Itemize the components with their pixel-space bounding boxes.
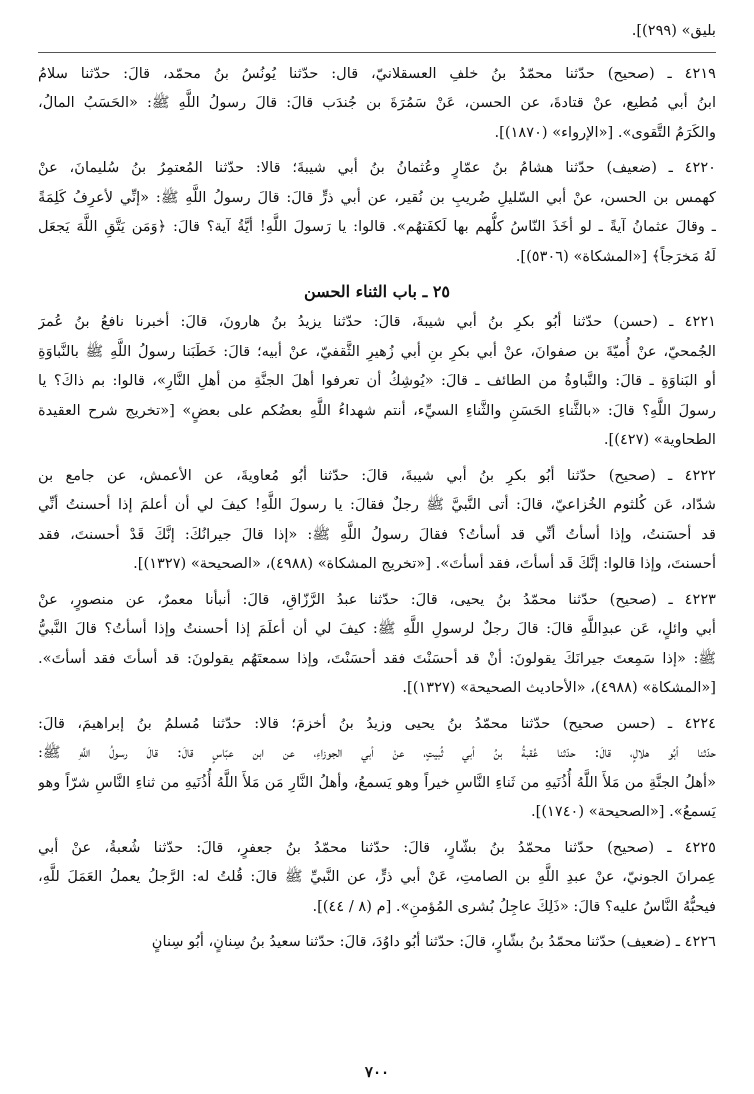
hadith-paragraph	[38, 461, 716, 579]
text-line: أو البَناوَةِ ـ قالَ: والنَّباوةُ من الطائف ـ قالَ: «يُوشِكُ أن تعرفوا أهلَ الجنَّةِ من أهلِ النَّارِ»، قالوا: بم ذاكَ؟ يا	[38, 372, 716, 389]
hadith-section-one	[38, 59, 716, 272]
text-line: حدّثنا أبُو هلالٍ، قالَ: حدّثنا عُقبةُ بنُ أبي ثُبيتٍ، عنْ أبي الجوزاءِ، عن ابن عبّاسٍ قالَ: قالَ رسولُ اللَّهِ ﷺ:	[38, 744, 716, 761]
text-line: «أهلُ الجنَّةِ من مَلأَ اللَّهُ أُذُنَيهِ من ثَناءِ النَّاسِ خيراً وهو يَسمعُ، وأهلُ النَّارِ مَن مَلأَ اللَّهُ أُذُنَيهِ من ثناءِ النَّاسِ شرّاً وهو	[38, 773, 716, 791]
text-line: ٤٢٢١ ـ (حسن) حدّثنا أبُو بكرِ بنُ أبي شيبةَ، قالَ: حدّثنا يزيدُ بنُ هارونَ، قالَ: أخبرنا نافعُ بنُ عُمرَ	[38, 313, 716, 330]
text-line: الجُمحيّ، عنْ أُميّةَ بن صفوانَ، عنْ أبي بكرِ بنِ أبي زُهيرِ الثَّقفيّ، عنْ أبيه؛ قالَ: خَطَبَنا رسولُ اللَّهِ ﷺ بالنَّباوَةِ	[38, 342, 716, 360]
carryover-line: بليق» (٢٩٩)].	[631, 22, 716, 39]
text-line: عِمرانَ الجونيّ، عنْ عبدِ اللَّهِ بن الصامتِ، عَنْ أبي ذرٍّ، عن النَّبيِّ ﷺ قالَ: قُلتُ له: الرَّجلُ يعملُ العَمَلَ للَّهِ،	[38, 868, 716, 885]
text-line: أحسنتَ، وإذا قالوا: إنَّكَ قَد أسأتَ، فقد أسأتَ». [«تخريج المشكاة» (٤٩٨٨)، «الصحيحة» (١٣٢٧)].	[133, 555, 716, 572]
page-number: ٧٠٠	[364, 1063, 390, 1081]
text-line: ٤٢٢٣ ـ (صحيح) حدّثنا محمّدُ بنُ يحيى، قالَ: حدّثنا عبدُ الرَّزّاقِ، قالَ: أنبأنا معمرٌ، عن منصورٍ، عنْ	[38, 590, 716, 608]
text-line: شدّاد، عَن كُلثوم الخُزاعيّ، قالَ: أتى النَّبيَّ ﷺ رجلٌ فقالَ: يا رسولَ اللَّهِ! كيفَ لي أن أعلمَ إذا أحسنتُ أنِّي	[38, 496, 716, 513]
text-line: ٤٢٢٢ ـ (صحيح) حدّثنا أبُو بكرِ بنُ أبي شيبةَ، قالَ: حدّثنا أبُو مُعاويةَ، عن الأعمش، عن جامع بن	[38, 466, 716, 484]
text-line: فيحبُّهُ النَّاسُ عليه؟ قالَ: «ذَلِكَ عاجِلُ بُشرى المُؤمنِ». [م (٨ / ٤٤)].	[312, 897, 716, 915]
text-line: ـ وقالَ عثمانُ آيةً ـ لو أخَذَ النّاسُ كلُّهم بها لَكفَتهُم». قالوا: يا رَسولَ اللَّهِ! أيَّةُ آية؟ قالَ: ﴿وَمَن يَتَّقِ اللَّهَ يَجعَل	[38, 218, 716, 235]
text-line: يَسمعُ». [«الصحيحة» (١٧٤٠)].	[531, 803, 716, 820]
hadith-section-two	[38, 307, 716, 957]
text-line: والكَرَمُ التَّقوى». [«الإرواء» (١٨٧٠)].	[494, 123, 716, 141]
hadith-paragraph	[38, 833, 716, 922]
text-line: رسولَ اللَّهِ؟ قالَ: «بالثَّناءِ الحَسَنِ والثَّناءِ السيِّء، أنتم شهداءُ اللَّهِ بعضُكم على بعضٍ» [«تخريج شرح العقيدة	[38, 401, 716, 419]
text-line: أبي وائلٍ، عَن عبدِاللَّهِ قالَ: قالَ رجلٌ لرسولِ اللَّهِ ﷺ: كيفَ لي أن أعلَمَ إذا أحسنتُ وإذا أسأتُ؟ قالَ النَّبيُّ	[38, 620, 716, 637]
text-line: لَهُ مَخرَجاً﴾ [«المشكاة» (٥٣٠٦)].	[515, 247, 716, 265]
hadith-paragraph	[38, 927, 716, 957]
text-line: ﷺ: «إذا سَمِعتَ جيرانَكَ يقولونَ: أنْ قد أحسَنْتَ فقد أحسَنْتَ، وإذا سمعتَهُم يقولونَ: قد أسأتَ فقد أسأتَ».	[38, 649, 716, 667]
text-line: ٤٢٢٤ ـ (حسن صحيح) حدّثنا محمّدُ بنُ يحيى وزيدُ بنُ أخزمَ؛ قالا: حدّثنا مُسلمُ بنُ إبراهيمَ، قالَ:	[38, 714, 716, 732]
hadith-paragraph	[38, 307, 716, 455]
hadith-paragraph	[38, 153, 716, 271]
text-line: الطحاوية» (٤٢٧)].	[603, 431, 716, 448]
text-line: قد أحسَنتُ، وإذا أسأتُ أنِّي قد أسأتُ؟ فقالَ رسولُ اللَّهِ ﷺ: «إذا قالَ جيرانُكَ: إنَّكَ قَدْ أحسنتَ، فقد	[38, 525, 716, 543]
hadith-paragraph	[38, 585, 716, 703]
chapter-heading: ٢٥ ـ باب الثناء الحسن	[303, 282, 451, 301]
text-line: [«المشكاة» (٤٩٨٨)، «الأحاديث الصحيحة» (١٣٢٧)].	[402, 679, 716, 696]
text-line: ابنُ أبي مُطيع، عنْ قتادةَ، عن الحسن، عَنْ سَمُرَةَ بن جُندَب قالَ: قالَ رسولُ اللَّهِ ﷺ: «الحَسَبُ المالُ،	[38, 94, 716, 111]
hadith-paragraph	[38, 59, 716, 148]
hadith-paragraph	[38, 709, 716, 827]
text-line: ٤٢٢٦ ـ (ضعيف) حدّثنا محمّدُ بنُ بشّارٍ، قالَ: حدّثنا أبُو داوُدَ، قالَ: حدّثنا سعيدُ بنُ سِنانٍ، أبُو سِنانٍ	[151, 933, 716, 950]
text-line: ٤٢٢٥ ـ (صحيح) حدّثنا محمّدُ بنُ بشّارٍ، قالَ: حدّثنا محمّدُ بنُ جعفرٍ، قالَ: حدّثنا شُعبةُ، عنْ أبي	[38, 838, 716, 856]
divider	[38, 52, 716, 53]
text-line: كهمس بن الحسن، عنْ أبي السّليلِ ضُريبِ بن نُقير، عن أبي ذرٍّ قالَ: قالَ رسولُ اللَّهِ ﷺ: «إنِّي لأعرِفُ كَلِمَةً	[38, 188, 716, 206]
text-line: ٤٢١٩ ـ (صحيح) حدّثنا محمّدُ بنُ خلفِ العسقلانيّ، قال: حدّثنا يُونُسُ بنُ محمّد، قالَ: حدّثنا سلامُ	[38, 64, 716, 82]
text-line: ٤٢٢٠ ـ (ضعيف) حدّثنا هشامُ بنُ عمّارٍ وعُثمانُ بنُ أبي شيبةَ؛ قالا: حدّثنا المُعتمِرُ بنُ سُليمانَ، عنْ	[38, 159, 716, 176]
